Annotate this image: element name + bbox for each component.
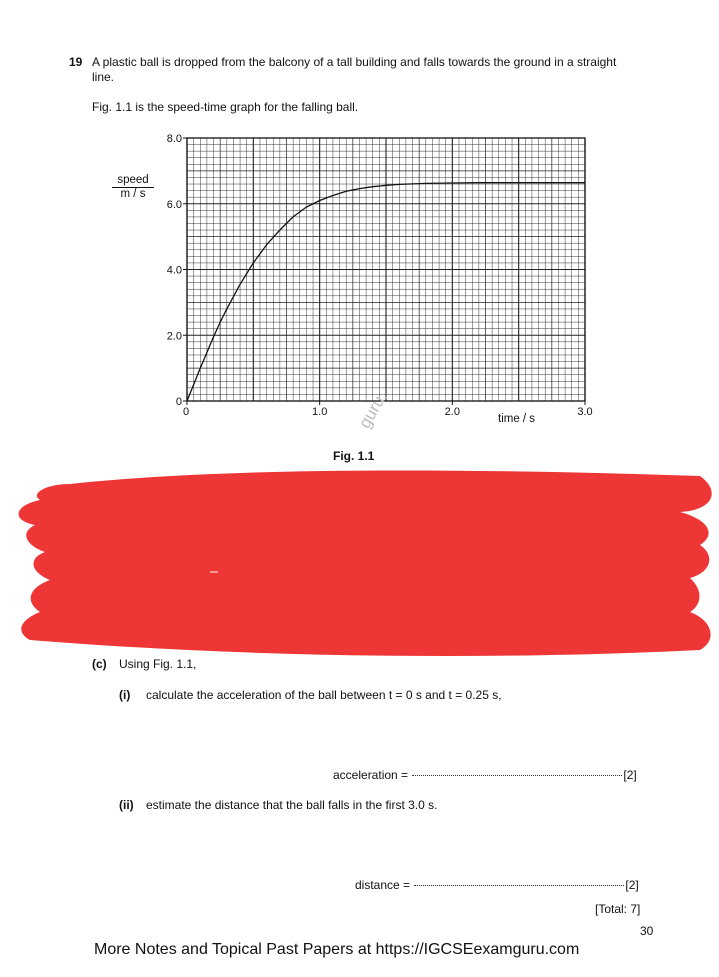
marks-1: [2] (623, 768, 637, 782)
marks-2: [2] (625, 878, 639, 892)
acceleration-answer-field[interactable] (412, 775, 622, 776)
part-c-text: Using Fig. 1.1, (119, 657, 197, 671)
part-c-i-text: calculate the acceleration of the ball between t = 0 s and t = 0.25 s, (146, 688, 502, 702)
part-c-ii-label: (ii) (119, 798, 134, 812)
figure-intro: Fig. 1.1 is the speed-time graph for the falling ball. (92, 100, 359, 114)
x-tick-label: 1.0 (312, 406, 328, 418)
question-line-2: line. (92, 70, 115, 84)
y-tick-label: 4.0 (166, 264, 182, 277)
footer-link[interactable]: More Notes and Topical Past Papers at https://IGCSEexamguru.com (94, 941, 580, 958)
x-tick-label: 3.0 (577, 406, 593, 418)
figure-caption: Fig. 1.1 (333, 449, 375, 463)
y-tick-label: 2.0 (166, 330, 182, 343)
part-c-ii-text: estimate the distance that the ball falls in the first 3.0 s. (146, 798, 438, 812)
watermark: guru. (355, 388, 391, 432)
y-label-unit: m / s (120, 188, 146, 200)
question-number: 19 (69, 55, 83, 69)
part-c-i-label: (i) (119, 688, 131, 702)
distance-answer-line (355, 878, 639, 893)
distance-label: distance = (355, 878, 411, 892)
x-tick-label: 0 (182, 406, 190, 418)
y-tick-label: 6.0 (166, 198, 182, 211)
acceleration-label: acceleration = (333, 768, 409, 782)
y-label-quantity: speed (112, 174, 154, 188)
acceleration-answer-line (333, 768, 637, 783)
distance-answer-field[interactable] (414, 885, 624, 886)
page-number: 30 (640, 924, 654, 938)
y-tick-label: 8.0 (166, 133, 182, 145)
x-axis-label: time / s (498, 413, 536, 425)
y-tick-label: 0 (175, 396, 182, 408)
part-c-label: (c) (92, 657, 107, 671)
x-tick-label: 2.0 (444, 406, 460, 418)
question-line-1: A plastic ball is dropped from the balcony of a tall building and falls towards the ground in a straight (92, 55, 617, 69)
total-marks: [Total: 7] (595, 902, 641, 916)
